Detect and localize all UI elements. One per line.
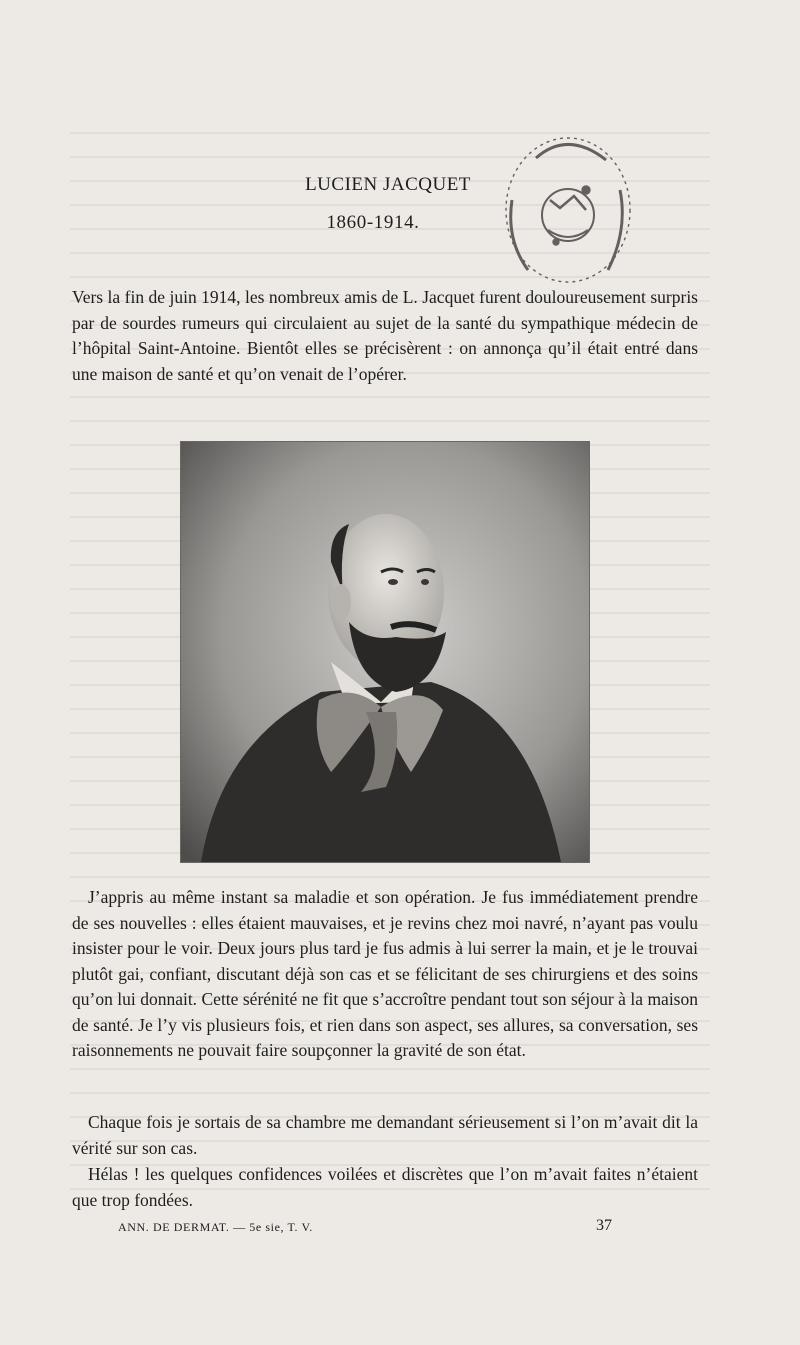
page-number: 37 bbox=[596, 1217, 612, 1234]
portrait-image bbox=[181, 442, 589, 862]
paragraph-4: Hélas ! les quelques confidences voilées et discrètes que l’on m’avait faites n’étaient que trop fondées. bbox=[72, 1164, 698, 1210]
paragraph-2: J’appris au même instant sa maladie et son opération. Je fus immédiatement prendre de ses nouvelles : elles étaient mauvaises, et je revins chez moi navré, n’ayant pas voulu insister pour le voir. Deux jours plus tard je fus admis à lui serrer la main, et je le trouvai plutôt gai, confiant, discutant déjà son cas et se félicitant de ses chirurgiens et des soins qu’on lui donnait. Cette sérénité ne fit que s’accroître pendant tout son séjour à la maison de santé. Je l’y vis plusieurs fois, et rien dans son aspect, ses allures, sa conversation, ses raisonnements ne pouvait faire soupçonner la gravité de son état. bbox=[72, 887, 698, 1060]
paragraph-3: Chaque fois je sortais de sa chambre me demandant sérieusement si l’on m’avait dit la vérité sur son cas. bbox=[72, 1112, 698, 1158]
portrait-photo bbox=[180, 441, 590, 863]
journal-abbrev: ANN. DE DERMAT. bbox=[118, 1220, 230, 1234]
obituary-title: LUCIEN JACQUET bbox=[305, 174, 471, 195]
library-stamp bbox=[488, 120, 638, 290]
obituary-years: 1860-1914. bbox=[326, 212, 420, 233]
footer-dash: — bbox=[233, 1220, 246, 1234]
series-volume: 5e sie, T. V. bbox=[249, 1220, 313, 1234]
paragraph-1: Vers la fin de juin 1914, les nombreux amis de L. Jacquet furent douloureusement surpris par de sourdes rumeurs qui circulaient au sujet de la santé du sympathique médecin de l’hôpital Saint-Antoine. Bientôt elles se précisèrent : on annonça qu’il était entré dans une maison de santé et qu’on venait de l’opérer. bbox=[72, 287, 698, 384]
running-footer bbox=[118, 1220, 313, 1235]
